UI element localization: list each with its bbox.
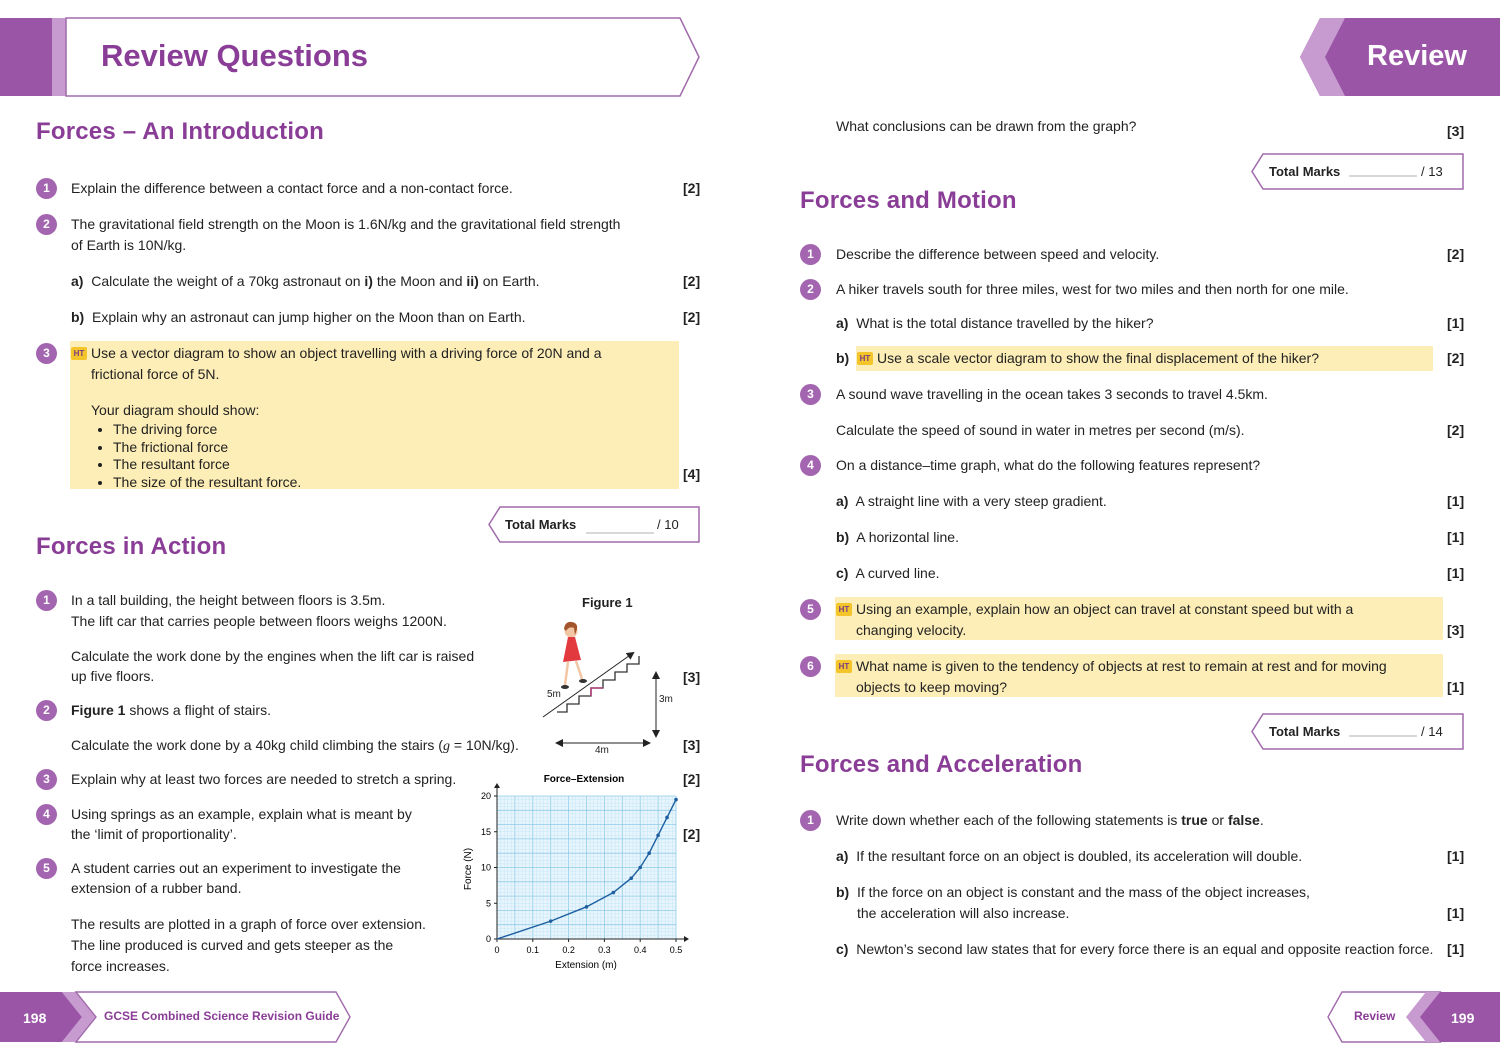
- total-marks-label: Total Marks: [1269, 164, 1341, 179]
- marks: [3]: [1447, 123, 1465, 139]
- question-text: In a tall building, the height between floors is 3.5m. The lift car that carries people between floors weighs 1200N.: [71, 592, 447, 629]
- question-text: Calculate the work done by the engines when the lift car is raised up five floors.: [71, 648, 475, 684]
- slope-label: 5m: [547, 689, 561, 700]
- higher-tier-icon: HT: [857, 352, 873, 365]
- marks: [4]: [683, 466, 701, 482]
- sub-question-c: c) A curved line.: [836, 565, 940, 581]
- figure-title: Figure 1: [582, 595, 633, 610]
- sub-question-a: a) A straight line with a very steep gradient.: [836, 493, 1107, 509]
- review-banner-title: Review: [1367, 40, 1467, 72]
- data-point: [549, 919, 553, 923]
- marks: [1]: [1447, 565, 1465, 581]
- book-title: GCSE Combined Science Revision Guide: [104, 1009, 340, 1023]
- sub-question-b: b) If the force on an object is constant and the mass of the object increases, the acceleration will also increase.: [836, 884, 1310, 921]
- marks: [2]: [683, 826, 701, 842]
- data-point: [585, 905, 589, 909]
- marks: [2]: [1447, 246, 1465, 262]
- total-marks-denominator: / 13: [1421, 164, 1443, 179]
- sub-question-a: a) What is the total distance travelled by the hiker?: [836, 315, 1154, 331]
- question-number: 1: [36, 178, 57, 199]
- sub-question-a: a) Calculate the weight of a 70kg astronaut on i) the Moon and ii) on Earth.: [71, 273, 540, 289]
- marks: [2]: [683, 771, 701, 787]
- total-marks-denominator: / 14: [1421, 724, 1443, 739]
- page-title: Review Questions: [101, 38, 369, 73]
- question-text: A student carries out an experiment to investigate the extension of a rubber band.: [71, 860, 401, 896]
- question-text: Using springs as an example, explain what is meant by the ‘limit of proportionality’.: [71, 806, 412, 842]
- question-number: 1: [800, 810, 821, 831]
- question-text: A hiker travels south for three miles, west for two miles and then north for one mile.: [836, 281, 1349, 297]
- sub-question-a: a) If the resultant force on an object is doubled, its acceleration will double.: [836, 848, 1303, 864]
- page-number-left: 198: [23, 1010, 47, 1026]
- page-number-right: 199: [1451, 1010, 1475, 1026]
- data-point: [674, 798, 678, 802]
- question-text: Explain why at least two forces are needed to stretch a spring.: [71, 771, 457, 787]
- marks: [2]: [1447, 350, 1465, 366]
- child-figure: [561, 622, 587, 689]
- sub-question-b: b) HT Use a scale vector diagram to show the final displacement of the hiker?: [836, 350, 1320, 366]
- question-text: On a distance–time graph, what do the following features represent?: [836, 457, 1261, 473]
- marks: [1]: [1447, 905, 1465, 921]
- question-text: Describe the difference between speed and velocity.: [836, 246, 1160, 262]
- marks: [2]: [683, 309, 701, 325]
- question-text: Calculate the speed of sound in water in metres per second (m/s).: [836, 422, 1245, 438]
- data-point: [665, 816, 669, 820]
- force-extension-chart: [455, 768, 695, 976]
- diagram-requirements: Your diagram should show: • The driving force • The frictional force • The resultant force • The size of the resultant force.: [91, 400, 301, 491]
- x-axis-arrow: [684, 936, 689, 942]
- marks: [1]: [1447, 529, 1465, 545]
- y-axis-arrow: [494, 783, 500, 788]
- question-text: What conclusions can be drawn from the graph?: [836, 118, 1137, 134]
- sub-question-b: b) Explain why an astronaut can jump higher on the Moon than on Earth.: [71, 309, 526, 325]
- question-number: 3: [36, 769, 57, 790]
- total-marks-label: Total Marks: [505, 517, 577, 532]
- x-tick-label: 0.1: [526, 945, 540, 955]
- marks: [3]: [1447, 622, 1465, 638]
- x-tick-label: 0.2: [562, 945, 575, 955]
- marks: [1]: [1447, 679, 1465, 695]
- question-text: A sound wave travelling in the ocean takes 3 seconds to travel 4.5km.: [836, 386, 1268, 402]
- higher-tier-icon: HT: [71, 347, 87, 360]
- section-title-forces-introduction: Forces – An Introduction: [36, 118, 324, 145]
- question-text: The results are plotted in a graph of force over extension. The line produced is curved and gets steeper as the force increases.: [71, 916, 426, 974]
- question-text: Explain the difference between a contact force and a non-contact force.: [71, 180, 513, 196]
- higher-tier-icon: HT: [836, 603, 852, 616]
- x-tick-label: 0.5: [669, 945, 683, 955]
- question-number: 3: [800, 384, 821, 405]
- question-number: 3: [36, 343, 57, 364]
- y-tick-label: 10: [480, 862, 491, 873]
- total-marks-label: Total Marks: [1269, 724, 1341, 739]
- question-number: 2: [800, 279, 821, 300]
- y-axis-label: Force (N): [463, 847, 474, 891]
- data-point: [629, 876, 633, 880]
- section-title-forces-and-acceleration: Forces and Acceleration: [800, 751, 1083, 778]
- question-number: 5: [800, 599, 821, 620]
- width-label: 4m: [595, 745, 609, 756]
- height-label: 3m: [659, 694, 673, 705]
- marks: [2]: [1447, 422, 1465, 438]
- question-number: 4: [36, 804, 57, 825]
- higher-tier-icon: HT: [836, 660, 852, 673]
- question-text: The gravitational field strength on the Moon is 1.6N/kg and the gravitational field strength of Earth is 10N/kg.: [71, 216, 621, 253]
- footer-section-name: Review: [1354, 1009, 1396, 1023]
- marks: [2]: [683, 273, 701, 289]
- y-tick-label: 0: [485, 934, 491, 944]
- question-text: HT Use a vector diagram to show an object travelling with a driving force of 20N and a frictional force of 5N.: [71, 343, 602, 385]
- marks: [1]: [1447, 315, 1465, 331]
- marks: [2]: [683, 180, 701, 196]
- total-marks-denominator: / 10: [657, 517, 679, 532]
- x-tick-label: 0: [494, 945, 500, 955]
- x-tick-label: 0.4: [633, 945, 647, 955]
- y-tick-label: 20: [480, 791, 491, 801]
- data-point: [638, 866, 642, 870]
- marks: [1]: [1447, 493, 1465, 509]
- section-title-forces-in-action: Forces in Action: [36, 533, 227, 560]
- chart-title: Force–Extension: [543, 774, 625, 785]
- section-title-forces-and-motion: Forces and Motion: [800, 187, 1017, 214]
- sub-question-b: b) A horizontal line.: [836, 529, 959, 545]
- data-point: [656, 834, 660, 838]
- question-text: HT Using an example, explain how an object can travel at constant speed but with a changing velocity.: [836, 599, 1353, 641]
- data-point: [647, 851, 651, 855]
- marks: [1]: [1447, 848, 1465, 864]
- question-number: 4: [800, 455, 821, 476]
- question-number: 1: [36, 590, 57, 611]
- question-number: 2: [36, 700, 57, 721]
- marks: [1]: [1447, 941, 1465, 957]
- question-text: HT What name is given to the tendency of objects at rest to remain at rest and for moving objects to keep moving?: [836, 656, 1387, 698]
- question-text: Calculate the work done by a 40kg child climbing the stairs (g = 10N/kg).: [71, 737, 519, 754]
- x-axis-label: Extension (m): [555, 960, 617, 971]
- sub-question-c: c) Newton’s second law states that for every force there is an equal and opposite reaction force.: [836, 941, 1434, 957]
- x-tick-label: 0.3: [598, 945, 611, 955]
- y-tick-label: 15: [480, 826, 491, 837]
- y-tick-label: 5: [485, 898, 491, 909]
- data-point: [612, 891, 616, 895]
- marks: [3]: [683, 669, 701, 685]
- question-number: 6: [800, 656, 821, 677]
- question-number: 2: [36, 214, 57, 235]
- question-number: 5: [36, 858, 57, 879]
- question-text: Figure 1 shows a flight of stairs.: [71, 702, 271, 718]
- question-text: Write down whether each of the following statements is true or false.: [836, 812, 1264, 828]
- question-number: 1: [800, 244, 821, 265]
- marks: [3]: [683, 737, 701, 753]
